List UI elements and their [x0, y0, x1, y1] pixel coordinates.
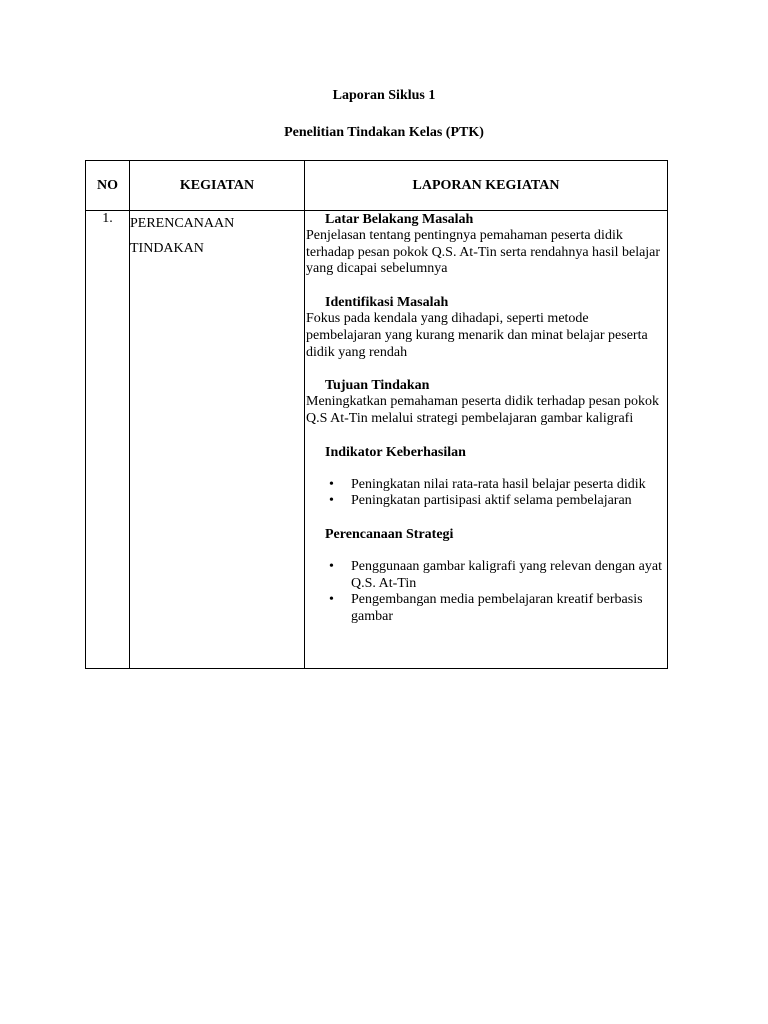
- bullet-list: [305, 477, 667, 510]
- row-number: 1.: [86, 211, 130, 669]
- document-title: Laporan Siklus 1: [332, 88, 436, 103]
- header-no: NO: [86, 161, 130, 211]
- section-indikator: [305, 444, 667, 510]
- section-perencanaan: [305, 526, 667, 626]
- section-heading: Identifikasi Masalah: [325, 295, 449, 311]
- section-heading: Tujuan Tindakan: [325, 378, 430, 394]
- document-subtitle: Penelitian Tindakan Kelas (PTK): [284, 125, 484, 140]
- kegiatan-line: PERENCANAAN: [130, 216, 235, 231]
- header-kegiatan: KEGIATAN: [130, 161, 305, 211]
- row-laporan: [305, 211, 668, 669]
- table-header-row: [86, 161, 668, 211]
- list-item: • Peningkatan partisipasi aktif selama pembelajaran: [351, 493, 667, 510]
- section-heading: Indikator Keberhasilan: [325, 444, 466, 460]
- section-heading: Latar Belakang Masalah: [325, 212, 474, 227]
- report-table: [85, 160, 668, 669]
- bullet-list: [305, 559, 667, 626]
- section-text: Fokus pada kendala yang dihadapi, seperti metode pembelajaran yang kurang menarik dan minat belajar peserta didik yang rendah: [306, 311, 648, 360]
- section-heading: Perencanaan Strategi: [325, 527, 454, 543]
- list-item: • Pengembangan media pembelajaran kreatif berbasis gambar: [351, 592, 667, 625]
- section-tujuan: [305, 377, 667, 427]
- header-laporan: LAPORAN KEGIATAN: [305, 161, 668, 211]
- kegiatan-line: TINDAKAN: [130, 241, 204, 256]
- list-item: • Penggunaan gambar kaligrafi yang relevan dengan ayat Q.S. At-Tin: [351, 559, 667, 592]
- table-row: [86, 211, 668, 669]
- section-latar-belakang: [305, 211, 667, 278]
- row-kegiatan: [130, 211, 305, 669]
- list-item: • Peningkatan nilai rata-rata hasil belajar peserta didik: [351, 477, 667, 494]
- section-text: Penjelasan tentang pentingnya pemahaman peserta didik terhadap pesan pokok Q.S. At-Tin serta rendahnya hasil belajar yang dicapai sebelumnya: [306, 228, 661, 277]
- section-text: Meningkatkan pemahaman peserta didik terhadap pesan pokok Q.S At-Tin melalui strategi pembelajaran gambar kaligrafi: [306, 394, 659, 426]
- section-identifikasi: [305, 294, 667, 361]
